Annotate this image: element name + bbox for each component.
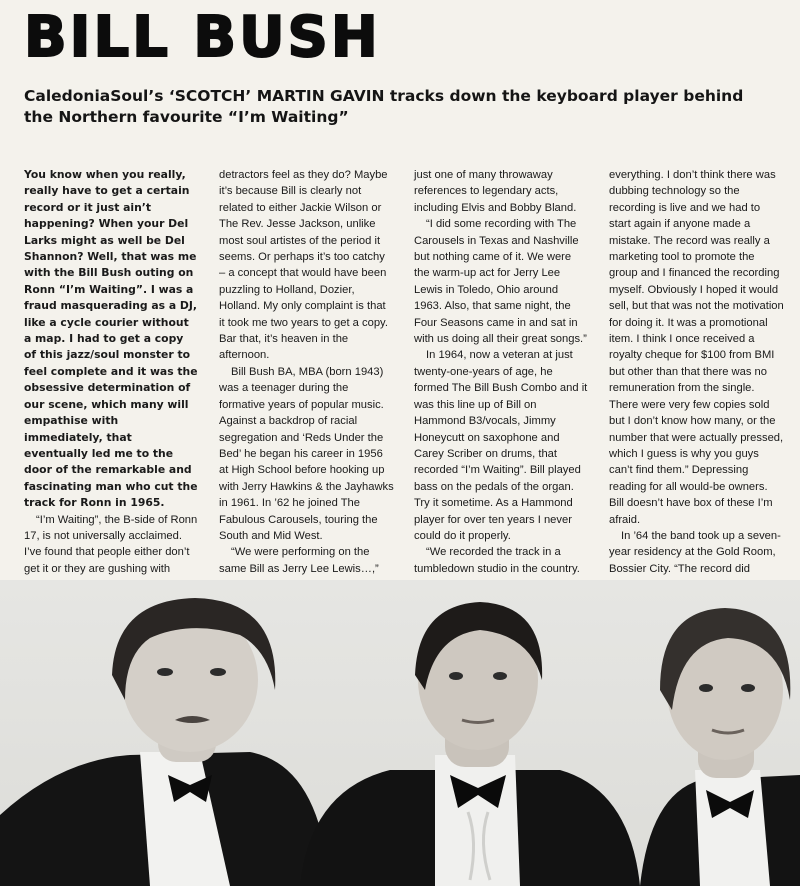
intro-paragraph: You know when you really, really have to get a certain record or it just ain’t happening? When your Del Larks might as well be Del Shannon? Well, that was me with the Bill Bush outing on Ronn “I’m Waiting”. I was a fraud masquerading as a DJ, like a cycle courier without a map. I had to get a copy of this jazz/soul monster to feel complete and it was the obsessive determination of our scene, which many will empathise with immediately, that eventually led me to the door of the remarkable and fascinating man who cut the track for Ronn in 1965. — [24, 168, 198, 510]
column-1 — [24, 167, 199, 573]
paragraph: detractors feel as they do? Maybe it’s because Bill is clearly not related to either Jackie Wilson or The Rev. Jesse Jackson, unlike most soul artistes of the period it seems. Or perhaps it’s too catchy – a concept that would have been puzzling to Holland, Dozier, Holland. My only complaint is that it took me two years to get a copy. Bar that, it’s heaven in the afternoon. — [219, 169, 388, 362]
column-4 — [609, 167, 784, 573]
paragraph: just one of many throwaway references to legendary acts, including Elvis and Bobby Bland. — [414, 169, 577, 214]
paragraph: “I’m Waiting”, the B-side of Ronn 17, is not universally acclaimed. I’ve found that people either don’t get it or they are gushing with — [24, 513, 198, 575]
paragraph: In 1964, now a veteran at just twenty-one-years of age, he formed The Bill Bush Combo and it was this line up of Bill on Hammond B3/vocals, Jimmy Honeycutt on saxophone and Carey Scriber on drums, that recorded “I’m Waiting”. Bill played bass on the pedals of the organ. Try it sometime. As a Hammond player for over ten years I never could do it properly. — [414, 349, 588, 542]
man-left — [0, 598, 330, 886]
paragraph: Bill Bush BA, MBA (born 1943) was a teenager during the formative years of popular music. Against a backdrop of racial segregation and ‘Reds Under the Bed’ he began his career in 1956 at High School before hooking up with Jerry Hawkins & the Jayhawks in 1961. In ’62 he joined The Fabulous Carousels, touring the South and Mid West. — [219, 365, 394, 542]
paragraph: In ’64 the band took up a seven-year residency at the Gold Room, Bossier City. “The record did — [609, 529, 781, 575]
article-standfirst: CaledoniaSoul’s ‘SCOTCH’ MARTIN GAVIN tracks down the keyboard player behind the Northern favourite “I’m Waiting” — [24, 87, 744, 126]
column-3 — [414, 167, 589, 573]
paragraph: everything. I don’t think there was dubbing technology so the recording is live and we had to start again if anyone made a mistake. The record was really a marketing tool to promote the group and I financed the recording myself. Obviously I hoped it would sell, but that was not the motivation for doing it. It was a promotional item. I think I once received a royalty cheque for $100 from BMI but other than that there was no remuneration from the single. There were very few copies sold but I don’t know how many, or the number that were actually pressed, which I guess is why you guys can’t find them.” Depressing reading for all would-be owners. Bill doesn’t have box of these I’m afraid. — [609, 169, 784, 526]
band-photo-illustration — [0, 580, 800, 886]
band-photo — [0, 580, 800, 886]
man-middle — [300, 602, 640, 886]
man-right — [640, 608, 800, 886]
column-2 — [219, 167, 394, 573]
paragraph: “I did some recording with The Carousels in Texas and Nashville but nothing came of it. We were the warm-up act for Jerry Lee Lewis in Toledo, Ohio around 1963. Also, that same night, the Four Seasons came in and sat in with us doing all their great songs.” — [414, 218, 587, 346]
paragraph: “We were performing on the same Bill as Jerry Lee Lewis…,” — [219, 546, 379, 575]
article-body — [24, 167, 784, 573]
article-title: BILL BUSH — [24, 5, 381, 70]
paragraph: “We recorded the track in a tumbledown studio in the country. — [414, 546, 580, 575]
